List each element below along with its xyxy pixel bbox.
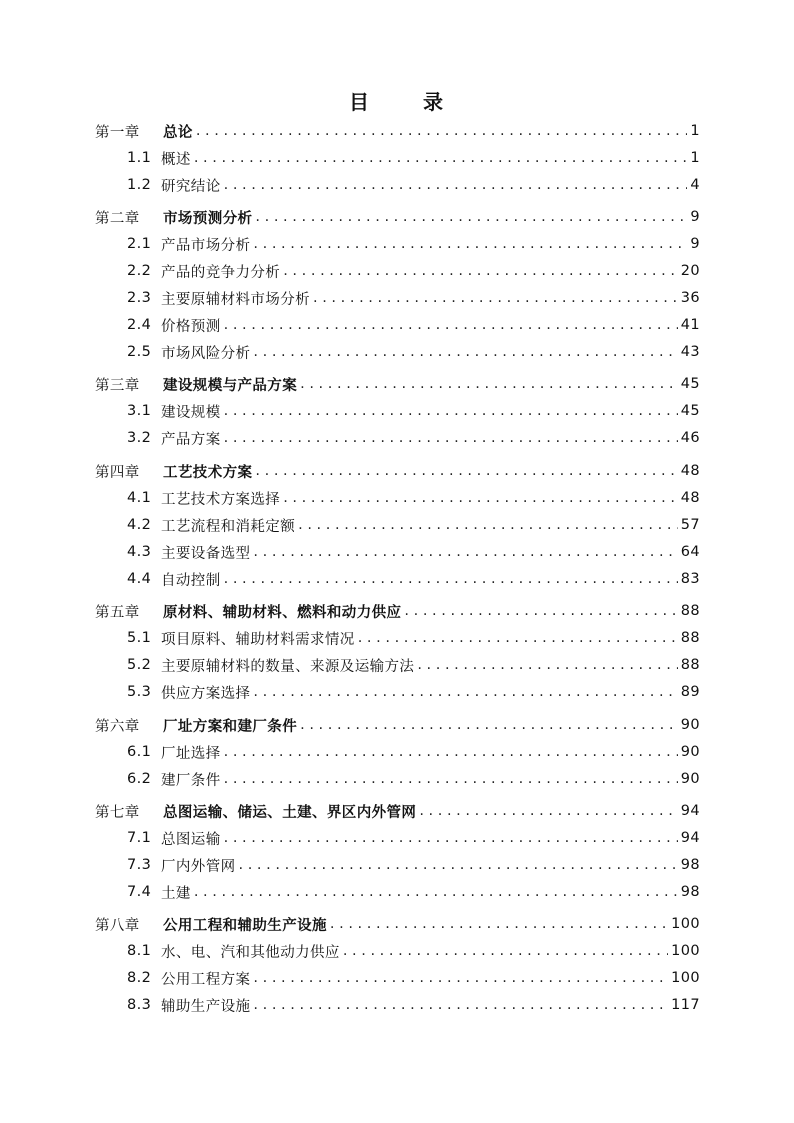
toc-section-entry[interactable] (127, 233, 700, 255)
toc-entry-page-number: 89 (680, 684, 700, 700)
toc-entry-title: 市场预测分析 (163, 210, 253, 227)
toc-entry-number: 第八章 (95, 917, 140, 934)
toc-chapter-entry[interactable] (95, 120, 700, 142)
toc-entry-page-number: 1 (690, 150, 700, 166)
toc-entry-page-number: 20 (680, 263, 700, 279)
toc-entry-number: 4.2 (127, 517, 152, 533)
toc-entry-title: 工艺技术方案选择 (161, 491, 281, 508)
toc-dot-leader (253, 236, 687, 252)
page-title-char-2: 录 (423, 90, 445, 114)
toc-entry-title: 产品方案 (161, 431, 221, 448)
toc-entry-number: 4.3 (127, 544, 152, 560)
toc-entry-number: 7.4 (127, 884, 152, 900)
toc-dot-leader (194, 150, 688, 166)
toc-entry-title: 产品市场分析 (161, 237, 251, 254)
toc-entry-page-number: 46 (680, 430, 700, 446)
toc-dot-leader (239, 857, 678, 873)
toc-section-entry[interactable] (127, 967, 700, 989)
toc-entry-title: 公用工程和辅助生产设施 (163, 917, 327, 934)
toc-entry-number: 4.4 (127, 571, 152, 587)
toc-entry-page-number: 98 (680, 884, 700, 900)
toc-section-entry[interactable] (127, 287, 700, 309)
toc-section-entry[interactable] (127, 741, 700, 763)
toc-entry-number: 1.2 (127, 177, 152, 193)
toc-dot-leader (253, 544, 677, 560)
toc-entry-title: 供应方案选择 (161, 685, 251, 702)
toc-dot-leader (283, 490, 678, 506)
toc-entry-title: 工艺技术方案 (163, 464, 253, 481)
toc-entry-title: 自动控制 (161, 572, 221, 589)
toc-section-entry[interactable] (127, 260, 700, 282)
toc-chapter-entry[interactable] (95, 714, 700, 736)
toc-entry-number: 8.1 (127, 943, 152, 959)
toc-dot-leader (330, 916, 668, 932)
toc-section-entry[interactable] (127, 174, 700, 196)
toc-entry-number: 2.3 (127, 290, 152, 306)
toc-entry-title: 主要原辅材料市场分析 (161, 291, 310, 308)
toc-entry-page-number: 88 (680, 603, 700, 619)
toc-entry-title: 原材料、辅助材料、燃料和动力供应 (163, 604, 402, 621)
toc-dot-leader (255, 463, 677, 479)
toc-entry-title: 产品的竞争力分析 (161, 264, 281, 281)
toc-entry-page-number: 117 (671, 997, 700, 1013)
toc-entry-number: 4.1 (127, 490, 152, 506)
toc-entry-number: 第四章 (95, 464, 140, 481)
toc-entry-page-number: 100 (671, 943, 700, 959)
toc-dot-leader (224, 430, 678, 446)
toc-dot-leader (358, 630, 678, 646)
toc-chapter-entry[interactable] (95, 600, 700, 622)
toc-entry-number: 第七章 (95, 804, 140, 821)
toc-entry-page-number: 45 (680, 403, 700, 419)
toc-section-entry[interactable] (127, 487, 700, 509)
toc-dot-leader (343, 943, 668, 959)
toc-section-entry[interactable] (127, 400, 700, 422)
toc-entry-number: 6.2 (127, 771, 152, 787)
toc-entry-number: 6.1 (127, 744, 152, 760)
toc-entry-page-number: 98 (680, 857, 700, 873)
toc-entry-page-number: 94 (680, 830, 700, 846)
toc-dot-leader (417, 657, 677, 673)
toc-entry-page-number: 9 (690, 236, 700, 252)
toc-section-entry[interactable] (127, 940, 700, 962)
toc-entry-title: 总图运输 (161, 831, 221, 848)
toc-entry-title: 建厂条件 (161, 772, 221, 789)
toc-entry-number: 第一章 (95, 124, 140, 141)
toc-entry-page-number: 90 (680, 744, 700, 760)
toc-entry-page-number: 83 (680, 571, 700, 587)
toc-section-entry[interactable] (127, 681, 700, 703)
toc-chapter-entry[interactable] (95, 206, 700, 228)
toc-chapter-entry[interactable] (95, 460, 700, 482)
toc-dot-leader (298, 517, 678, 533)
toc-entry-title: 市场风险分析 (161, 345, 251, 362)
toc-chapter-entry[interactable] (95, 373, 700, 395)
toc-section-entry[interactable] (127, 627, 700, 649)
toc-entry-page-number: 45 (680, 376, 700, 392)
toc-entry-number: 2.4 (127, 317, 152, 333)
toc-entry-title: 总图运输、储运、土建、界区内外管网 (163, 804, 417, 821)
toc-entry-number: 第五章 (95, 604, 140, 621)
toc-entry-title: 概述 (161, 151, 191, 168)
toc-entry-title: 主要原辅材料的数量、来源及运输方法 (161, 658, 415, 675)
toc-entry-title: 公用工程方案 (161, 971, 251, 988)
toc-section-entry[interactable] (127, 994, 700, 1016)
toc-entry-number: 2.2 (127, 263, 152, 279)
toc-entry-title: 主要设备选型 (161, 545, 251, 562)
toc-entry-number: 8.2 (127, 970, 152, 986)
toc-dot-leader (194, 884, 678, 900)
toc-section-entry[interactable] (127, 147, 700, 169)
toc-entry-title: 厂内外管网 (161, 858, 236, 875)
toc-entry-page-number: 48 (680, 490, 700, 506)
toc-entry-title: 价格预测 (161, 318, 221, 335)
toc-entry-number: 5.3 (127, 684, 152, 700)
toc-entry-page-number: 90 (680, 771, 700, 787)
toc-section-entry[interactable] (127, 768, 700, 790)
toc-entry-page-number: 4 (690, 177, 700, 193)
toc-section-entry[interactable] (127, 654, 700, 676)
toc-entry-title: 厂址方案和建厂条件 (163, 718, 298, 735)
toc-chapter-entry[interactable] (95, 913, 700, 935)
toc-entry-title: 厂址选择 (161, 745, 221, 762)
toc-entry-number: 5.1 (127, 630, 152, 646)
toc-section-entry[interactable] (127, 854, 700, 876)
toc-entry-number: 5.2 (127, 657, 152, 673)
toc-entry-page-number: 100 (671, 916, 700, 932)
toc-entry-page-number: 43 (680, 344, 700, 360)
toc-dot-leader (253, 684, 677, 700)
toc-entry-page-number: 41 (680, 317, 700, 333)
toc-dot-leader (283, 263, 678, 279)
toc-entry-number: 7.1 (127, 830, 152, 846)
toc-dot-leader (300, 717, 678, 733)
toc-dot-leader (224, 403, 678, 419)
toc-dot-leader (313, 290, 678, 306)
toc-dot-leader (224, 317, 678, 333)
page-title (0, 86, 794, 115)
toc-dot-leader (300, 376, 678, 392)
toc-entry-title: 土建 (161, 885, 191, 902)
toc-entry-page-number: 36 (680, 290, 700, 306)
toc-entry-title: 项目原料、辅助材料需求情况 (161, 631, 355, 648)
toc-entry-title: 建设规模 (161, 404, 221, 421)
toc-entry-title: 水、电、汽和其他动力供应 (161, 944, 340, 961)
toc-entry-page-number: 90 (680, 717, 700, 733)
toc-section-entry[interactable] (127, 314, 700, 336)
toc-entry-page-number: 1 (690, 123, 700, 139)
toc-section-entry[interactable] (127, 514, 700, 536)
toc-entry-number: 8.3 (127, 997, 152, 1013)
page-title-char-1: 目 (349, 90, 371, 114)
toc-section-entry[interactable] (127, 881, 700, 903)
toc-entry-title: 工艺流程和消耗定额 (161, 518, 296, 535)
toc-entry-page-number: 94 (680, 803, 700, 819)
toc-dot-leader (404, 603, 677, 619)
toc-section-entry[interactable] (127, 827, 700, 849)
toc-dot-leader (224, 771, 678, 787)
toc-entry-title: 总论 (163, 124, 193, 141)
toc-dot-leader (253, 344, 677, 360)
toc-entry-title: 研究结论 (161, 178, 221, 195)
toc-entry-title: 辅助生产设施 (161, 998, 251, 1015)
toc-entry-title: 建设规模与产品方案 (163, 377, 298, 394)
toc-dot-leader (419, 803, 677, 819)
toc-entry-page-number: 64 (680, 544, 700, 560)
toc-entry-number: 1.1 (127, 150, 152, 166)
toc-entry-page-number: 88 (680, 630, 700, 646)
toc-entry-number: 第六章 (95, 718, 140, 735)
toc-entry-number: 2.5 (127, 344, 152, 360)
toc-dot-leader (253, 970, 668, 986)
toc-dot-leader (224, 571, 678, 587)
toc-entry-number: 第三章 (95, 377, 140, 394)
toc-dot-leader (196, 123, 688, 139)
toc-entry-page-number: 48 (680, 463, 700, 479)
toc-dot-leader (253, 997, 668, 1013)
toc-dot-leader (224, 830, 678, 846)
toc-section-entry[interactable] (127, 341, 700, 363)
toc-dot-leader (255, 209, 687, 225)
toc-entry-number: 3.1 (127, 403, 152, 419)
toc-entry-page-number: 88 (680, 657, 700, 673)
toc-entry-page-number: 9 (690, 209, 700, 225)
toc-dot-leader (224, 744, 678, 760)
toc-section-entry[interactable] (127, 427, 700, 449)
toc-entry-page-number: 100 (671, 970, 700, 986)
toc-entry-number: 3.2 (127, 430, 152, 446)
toc-chapter-entry[interactable] (95, 800, 700, 822)
toc-dot-leader (224, 177, 688, 193)
toc-section-entry[interactable] (127, 568, 700, 590)
toc-entry-number: 2.1 (127, 236, 152, 252)
toc-entry-number: 7.3 (127, 857, 152, 873)
toc-entry-number: 第二章 (95, 210, 140, 227)
toc-section-entry[interactable] (127, 541, 700, 563)
toc-entry-page-number: 57 (680, 517, 700, 533)
